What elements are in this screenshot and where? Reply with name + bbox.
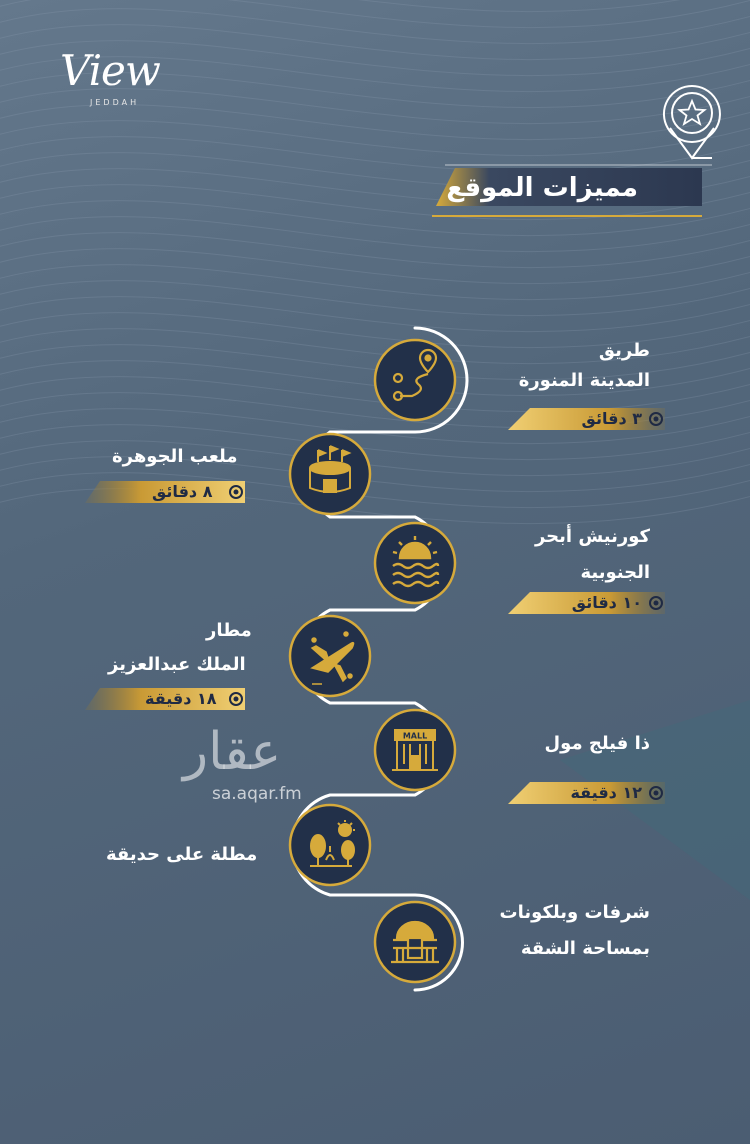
wave-line: [0, 296, 750, 332]
mall-sign-text: MALL: [402, 731, 428, 741]
wave-line: [0, 280, 750, 316]
feature-5-line1: ذا فيلج مول: [544, 733, 650, 754]
feature-6-line1: مطلة على حديقة: [106, 844, 258, 865]
wave-line: [0, 232, 750, 268]
feature-5-time: ١٢ دقيقة: [570, 783, 642, 802]
wave-line: [0, 104, 750, 140]
watermark-url: sa.aqar.fm: [212, 784, 302, 804]
feature-1-time: ٣ دقائق: [581, 409, 642, 428]
watermark-text: عقار: [183, 722, 282, 782]
wave-line: [0, 120, 750, 156]
wave-line: [0, 0, 750, 28]
wave-line: [0, 248, 750, 284]
feature-4-time: ١٨ دقيقة: [145, 689, 217, 708]
logo-subtitle: JEDDAH: [90, 98, 140, 107]
feature-2-line1: ملعب الجوهرة: [112, 446, 238, 467]
wave-line: [0, 216, 750, 252]
feature-3-line1: كورنيش أبحر: [534, 526, 650, 547]
feature-2-time: ٨ دقائق: [152, 482, 213, 501]
feature-7-line2: بمساحة الشقة: [520, 938, 650, 959]
page-title: مميزات الموقع: [446, 173, 638, 203]
wave-line: [0, 0, 750, 12]
wave-line: [0, 136, 750, 172]
feature-4-line1: مطار: [206, 620, 252, 641]
feature-1-line1: طريق: [598, 340, 650, 361]
wave-line: [0, 264, 750, 300]
feature-7-line1: شرفات وبلكونات: [499, 902, 650, 923]
feature-3-line2: الجنوبية: [580, 562, 650, 583]
feature-icon-circles: [290, 340, 455, 982]
feature-4-line2: الملك عبدالعزيز: [108, 654, 246, 675]
logo-wordmark: View: [60, 46, 160, 95]
feature-3-time: ١٠ دقائق: [571, 593, 642, 612]
wave-line: [0, 8, 750, 44]
feature-1-line2: المدينة المنورة: [518, 370, 650, 391]
